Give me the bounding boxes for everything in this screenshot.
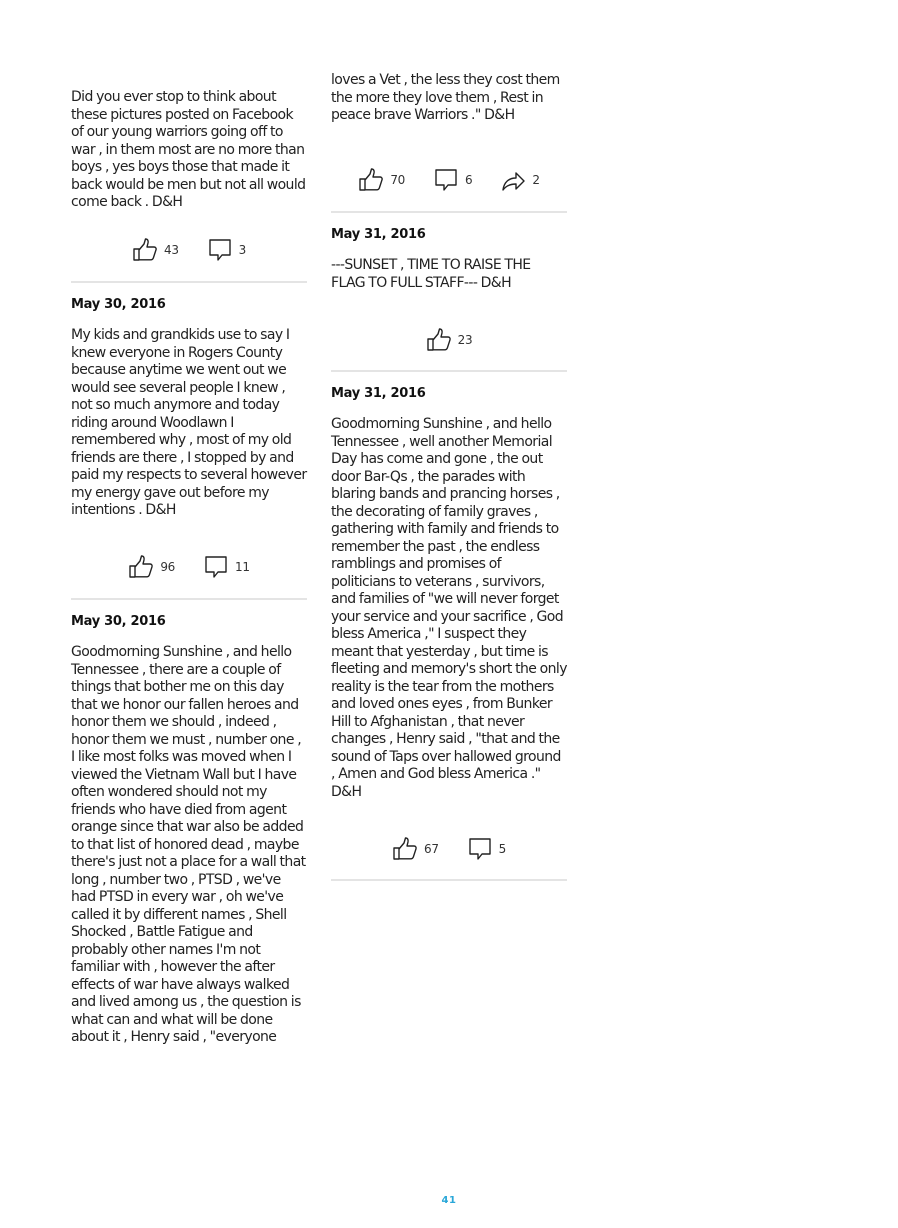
- thumbs-up-icon: [132, 237, 158, 263]
- like-button[interactable]: [426, 327, 473, 353]
- divider: [71, 598, 307, 600]
- divider: [71, 281, 307, 283]
- post-text: Goodmorning Sunshine , and hello Tennessee , there are a couple of things that bother me on this day that we honor our fallen heroes and honor them we should , indeed , honor them we must , number one , I like most folks was moved when I viewed the Vietnam Wall but I have often wondered should not my friends who have died from agent orange since that war also be added to that list of honored dead , maybe there's just not a place for a wall that long , number two , PTSD , we've had PTSD in every war , oh we've called it by different names , Shell Shocked , Battle Fatigue and probably other names I'm not familiar with , however the after effects of war have always walked and lived among us , the question is what can and what will be done about it , Henry said , "everyone: [71, 644, 306, 1045]
- post-stats: [71, 551, 307, 583]
- comment-bubble-icon: [467, 836, 493, 862]
- comment-button[interactable]: [467, 836, 506, 862]
- comment-bubble-icon: [433, 167, 459, 193]
- post-text: Goodmorning Sunshine , and hello Tennessee , well another Memorial Day has come and gone , the out door Bar-Qs , the parades with blaring bands and prancing horses , the decorating of family graves , gathering with family and friends to remember the past , the endless ramblings and promises of politicians to veterans , survivors, and families of "we will never forget your service and your sacrifice , God bless America ," I suspect they meant that yesterday , but time is fleeting and memory's short the only reality is the tear from the mothers and loved ones eyes , from Bunker Hill to Afghanistan , that never changes , Henry said , "that and the sound of Taps over hallowed ground , Amen and God bless America ." D&H: [331, 416, 567, 800]
- like-button[interactable]: [358, 167, 405, 193]
- comment-count: 6: [464, 173, 473, 187]
- post-text: ---SUNSET , TIME TO RAISE THE FLAG TO FULL STAFF--- D&H: [331, 257, 531, 291]
- thumbs-up-icon: [426, 327, 452, 353]
- comment-count: 5: [498, 842, 506, 856]
- thumbs-up-icon: [392, 836, 418, 862]
- post-text: Did you ever stop to think about these pictures posted on Facebook of our young warriors going off to war , in them most are no more than boys , yes boys those that made it back would be men but not all would come back . D&H: [71, 89, 306, 210]
- like-count: 96: [160, 560, 175, 574]
- share-button[interactable]: [500, 167, 539, 193]
- comment-button[interactable]: [203, 554, 250, 580]
- comment-bubble-icon: [207, 237, 233, 263]
- comment-bubble-icon: [203, 554, 229, 580]
- divider: [331, 211, 567, 213]
- post-text: My kids and grandkids use to say I knew everyone in Rogers County because anytime we went out we would see several people I knew , not so much anymore and today riding around Woodlawn I remembered why , most of my old friends are there , I stopped by and paid my respects to several however my energy gave out before my intentions . D&H: [71, 327, 307, 518]
- post-stats: [331, 833, 567, 865]
- post-date: May 31, 2016: [331, 227, 426, 242]
- like-button[interactable]: [132, 237, 179, 263]
- comment-count: 3: [238, 243, 246, 257]
- like-button[interactable]: [128, 554, 175, 580]
- thumbs-up-icon: [128, 554, 154, 580]
- share-count: 2: [532, 173, 540, 187]
- like-count: 70: [390, 173, 405, 187]
- like-count: 43: [163, 243, 179, 257]
- page-number: 41: [441, 1195, 457, 1206]
- like-count: 67: [423, 842, 439, 856]
- post-date: May 31, 2016: [331, 386, 426, 401]
- share-arrow-icon: [500, 167, 526, 193]
- divider: [331, 879, 567, 881]
- post-stats: [331, 324, 567, 356]
- comment-count: 11: [235, 560, 250, 574]
- like-count: 23: [457, 333, 473, 347]
- comment-button[interactable]: [433, 167, 472, 193]
- post-date: May 30, 2016: [71, 614, 166, 629]
- post-stats: [71, 234, 307, 266]
- post-stats: [331, 164, 567, 196]
- divider: [331, 370, 567, 372]
- like-button[interactable]: [392, 836, 439, 862]
- comment-button[interactable]: [207, 237, 246, 263]
- post-text-continued: loves a Vet , the less they cost them the more they love them , Rest in peace brave Warriors ." D&H: [331, 72, 560, 123]
- thumbs-up-icon: [358, 167, 384, 193]
- post-date: May 30, 2016: [71, 297, 166, 312]
